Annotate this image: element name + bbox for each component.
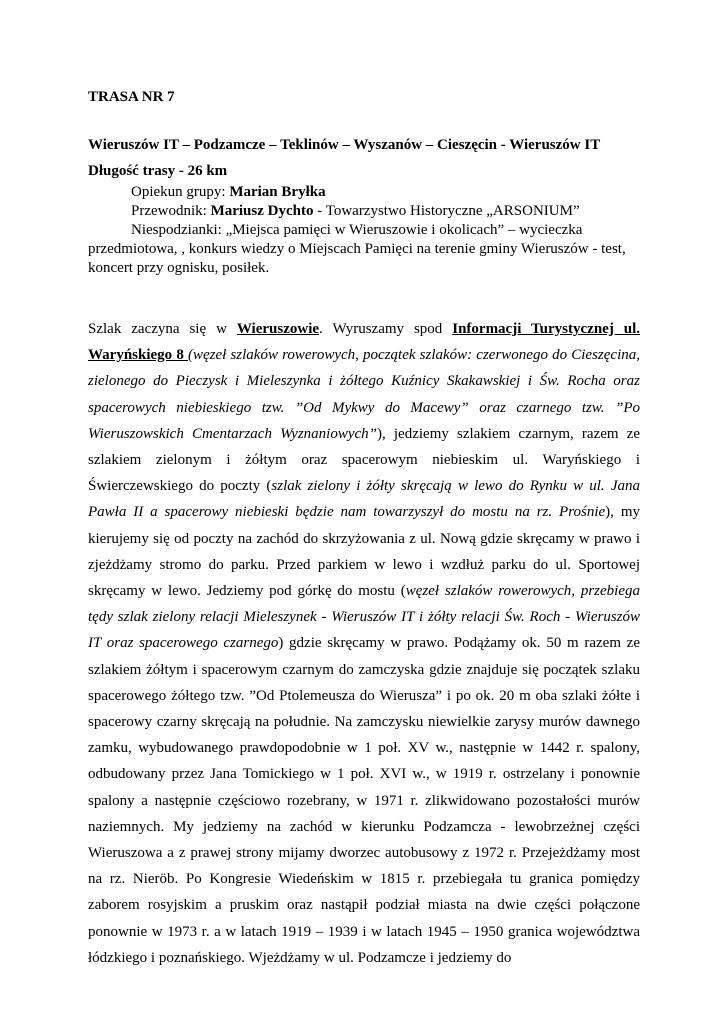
trip-info [88, 183, 640, 278]
surprises-line-3: koncert przy ognisku, posiłek. [88, 260, 270, 276]
route-length: Długość trasy - 26 km [88, 163, 228, 179]
italic-note: szlak zielony i żółty skręcają w lewo do Rynku w ul. Jana Pawła II a spacerowy niebieski będzie nam towarzyszył do mostu na rz. Prośnie [88, 478, 640, 521]
route-heading: Wieruszów IT – Podzamcze – Teklinów – Wyszanów – Cieszęcin - Wieruszów IT [88, 137, 601, 153]
surprises-line-2: przedmiotowa, , konkurs wiedzy o Miejscach Pamięci na terenie gminy Wieruszów - test, [88, 241, 626, 257]
caretaker-line [88, 183, 640, 202]
tourist-info-address: Informacji Turystycznej ul. Waryńskiego 8 [88, 321, 640, 364]
caretaker-name: Marian Bryłka [229, 184, 326, 200]
caretaker-label: Opiekun grupy: [131, 184, 230, 200]
guide-org: - Towarzystwo Historyczne „ARSONIUM” [313, 203, 580, 219]
text-segment: ), my kierujemy się od poczty na zachód do skrzyżowania z ul. Nową gdzie skręcamy w prawo i zjeżdżamy stromo do parku. Przed parkiem w lewo i wzdłuż parku do ul. Sportowej skręcamy w lewo. Jedziemy pod górkę do mostu ( [88, 504, 640, 600]
text-segment: ) gdzie skręcamy w prawo. Podążamy ok. 50 m razem ze szlakiem żółtym i spacerowym czarnym do zamczyska gdzie znajduje się początek szlaku spacerowego żółtego tzw. ”Od Ptolemeusza do Wierusza” i po ok. 20 m oba szlaki żółte i spacerowy czarny skręcają na południe. Na zamczysku niewielkie zarysy murów dawnego zamku, wybudowanego prawdopodobnie w 1 poł. XV w., następnie w 1442 r. spalony, odbudowany przez Jana Tomickiego w 1 poł. XVI w., w 1919 r. ostrzelany i ponownie spalony a następnie częściowo rozebrany, w 1971 r. zlikwidowano pozostałości murów naziemnych. My jedziemy na zachód w kierunku Podzamcza - lewobrzeżnej części Wieruszowa a z prawej strony mijamy dworzec autobusowy z 1972 r. Przejeżdżamy most na rz. Nieröb. Po Kongresie Wiedeńskim w 1815 r. przebiegała tu granica pomiędzy zaborem rosyjskim a pruskim oraz nastąpił podział miasta na dwie części połączone ponownie w 1973 r. a w latach 1919 – 1939 i w latach 1945 – 1950 granica województwa łódzkiego i poznańskiego. Wjeżdżamy w ul. Podzamcze i jedziemy do [88, 635, 640, 966]
italic-note: (węzeł szlaków rowerowych, początek szlaków: czerwonego do Cieszęcina, zielonego do Pieczysk i Mieleszynka i żółtego Kuźnicy Skakawskiej i Św. Rocha oraz spacerowych niebieskiego tzw. ”Od Mykwy do Macewy” oraz czarnego tzw. ”Po Wieruszowskich Cmentarzach Wyznaniowych” [88, 347, 640, 442]
italic-note: węzeł szlaków rowerowych, przebiega tędy szlak zielony relacji Mieleszynek - Wieruszów IT i żółty relacji Św. Roch - Wieruszów IT oraz spacerowego czarnego [88, 583, 640, 652]
guide-name: Mariusz Dychto [210, 203, 314, 219]
text-segment: Szlak zaczyna się w [88, 321, 237, 337]
town-link: Wieruszowie [236, 321, 320, 337]
page-title: TRASA NR 7 [88, 89, 175, 105]
guide-label: Przewodnik: [131, 203, 211, 219]
route-description [88, 316, 640, 971]
surprises-line-1: Niespodzianki: „Miejsca pamięci w Wieruszowie i okolicach” – wycieczka [131, 222, 583, 238]
guide-line [88, 202, 640, 221]
text-segment: ), jedziemy szlakiem czarnym, razem ze szlakiem zielonym i żółtym oraz spacerowym niebieskim ul. Waryńskiego i Świerczewskiego do poczty ( [88, 425, 640, 495]
text-segment: . Wyruszamy spod [319, 321, 453, 337]
